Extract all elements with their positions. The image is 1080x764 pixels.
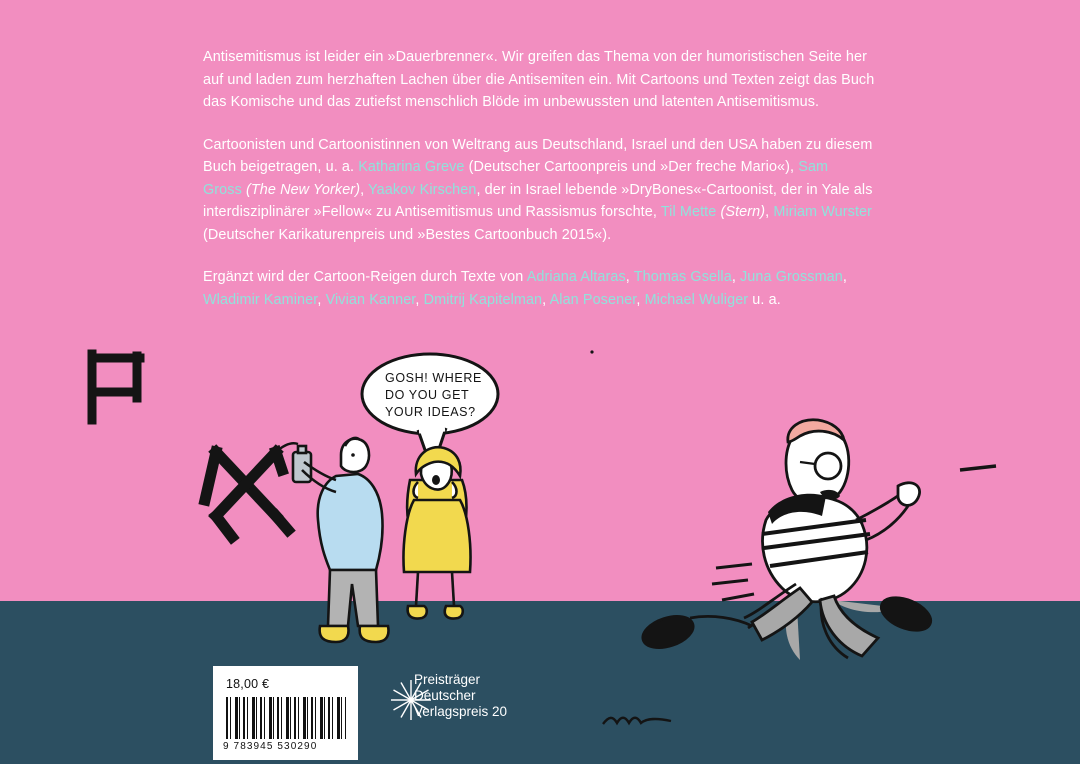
- author-alan-posener: Alan Posener: [549, 291, 637, 308]
- p2-after-2: ,: [360, 181, 369, 198]
- p3-sep-4: ,: [317, 291, 326, 308]
- barcode-bars-icon: [226, 697, 346, 739]
- character-running-man: [639, 420, 935, 660]
- author-dmitrij-kapitelman: Dmitrij Kapitelman: [423, 291, 543, 308]
- publication-the-new-yorker: (The New Yorker): [246, 181, 361, 198]
- p3-sep-5: ,: [415, 291, 424, 308]
- wall-dot-icon: [590, 350, 593, 353]
- prize-line-1: Preisträger: [414, 672, 481, 687]
- prize-line-2: Deutscher: [414, 688, 476, 704]
- p2-after-3: , der in Israel lebende »DryBones«-Cartoonist, der in Yale als interdisziplinärer »Fellow« zu Antisemitismus und Rassismus forschte,: [203, 181, 873, 220]
- publisher-prize-logo: [389, 672, 559, 734]
- p3-sep-3: ,: [842, 269, 848, 285]
- author-wladimir-kaminer: Wladimir Kaminer: [203, 291, 318, 308]
- p3-sep-1: ,: [625, 269, 634, 285]
- graffiti-fragment-icon: [92, 354, 140, 420]
- bubble-line-3: YOUR IDEAS?: [385, 405, 476, 419]
- p2-after-1: (Deutscher Cartoonpreis und »Der freche Mario«),: [464, 159, 799, 175]
- p3-sep-6: ,: [542, 291, 550, 308]
- p2-after-4: ,: [765, 204, 774, 220]
- author-thomas-gsella: Thomas Gsella: [633, 269, 732, 285]
- prize-line-3: Verlagspreis 20: [414, 704, 508, 720]
- contributor-sam-gross: Sam Gross: [203, 159, 829, 198]
- p3-sep-2: ,: [731, 269, 741, 285]
- character-sprayer: [293, 438, 389, 642]
- blurb-paragraph-1: Antisemitismus ist leider ein »Dauerbrenner«. Wir greifen das Thema von der humoristischen Seite her auf und laden zum herzhaften Lachen über die Antisemiten ein. Mit Cartoons und Texten zeigt das Buch das Komische und das zutiefst menschlich Blöde im unbewussten und latenten Antisemitismus.: [203, 49, 875, 110]
- bubble-line-2: DO YOU GET: [385, 388, 470, 402]
- character-woman: [403, 447, 470, 618]
- contributor-til-mette: Til Mette: [660, 204, 717, 220]
- artist-signature: [601, 712, 673, 730]
- price-label: 18,00 €: [226, 677, 270, 691]
- painted-swastika-icon: [205, 452, 288, 537]
- wall-scratch-icon: [960, 466, 996, 470]
- p2-after-5: (Deutscher Karikaturenpreis und »Bestes Cartoonbuch 2015«).: [203, 226, 612, 243]
- p3-sep-7: ,: [636, 291, 645, 308]
- contributor-miriam-wurster: Miriam Wurster: [773, 204, 873, 220]
- author-juna-grossman: Juna Grossman: [740, 269, 843, 285]
- prize-text: [414, 672, 507, 721]
- p3-lead: Ergänzt wird der Cartoon-Reigen durch Texte von: [203, 269, 527, 285]
- p3-tail: u. a.: [748, 291, 781, 308]
- bubble-line-1: GOSH! WHERE: [385, 371, 482, 385]
- author-vivian-kanner: Vivian Kanner: [325, 291, 416, 308]
- contributor-katharina-greve: Katharina Greve: [358, 159, 465, 175]
- author-michael-wuliger: Michael Wuliger: [644, 291, 749, 308]
- p2-lead: Cartoonisten und Cartoonistinnen von Weltrang aus Deutschland, Israel und den USA haben zu diesem Buch beigetragen, u. a.: [203, 136, 873, 175]
- isbn-digits: 9 783945 530290: [223, 741, 318, 752]
- author-adriana-altaras: Adriana Altaras: [526, 269, 626, 285]
- contributor-yaakov-kirschen: Yaakov Kirschen: [368, 181, 477, 198]
- barcode-block: [213, 666, 358, 760]
- publication-stern: (Stern): [720, 204, 766, 220]
